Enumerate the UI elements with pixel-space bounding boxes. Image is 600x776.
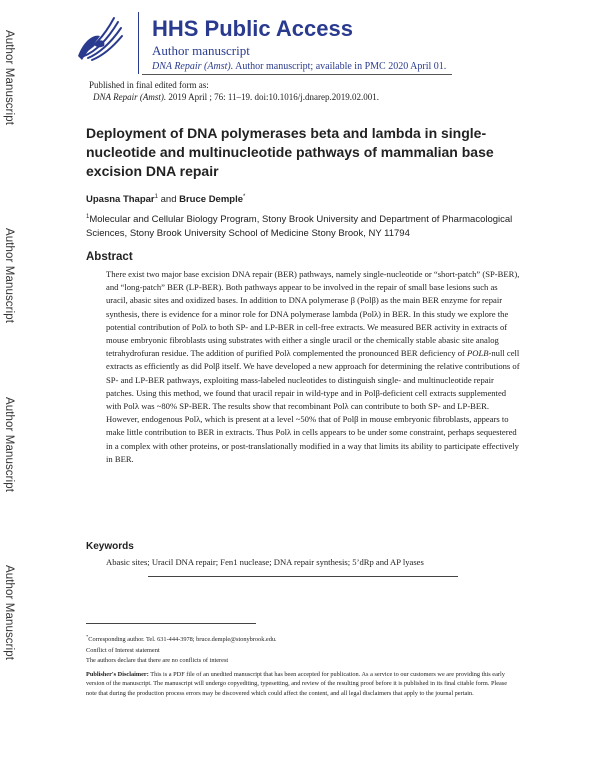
- author-name: Bruce Demple: [179, 194, 244, 206]
- conflict-heading: Conflict of Interest statement: [86, 647, 160, 654]
- affiliation: [86, 210, 516, 241]
- author-list: [86, 194, 245, 205]
- abstract-gene-name: POLB: [467, 348, 489, 359]
- hhs-header: [74, 10, 534, 72]
- disclaimer-label: Publisher's Disclaimer:: [86, 671, 149, 678]
- availability-note: [152, 61, 446, 72]
- abstract-paragraph: [106, 268, 520, 466]
- footnote-marker: *: [86, 634, 89, 639]
- header-divider: [138, 12, 139, 74]
- affiliation-text: Molecular and Cellular Biology Program, Stony Brook University and Department of Pharmacological Sciences, Stony Brook University School of Medicine Stony Brook, NY 11794: [86, 214, 513, 240]
- side-label-author-manuscript: Author Manuscript: [3, 30, 15, 126]
- publication-info: [89, 79, 379, 103]
- author-name: Upasna Thapar: [86, 194, 155, 206]
- journal-name: DNA Repair (Amst).: [152, 61, 234, 72]
- author-joiner: and: [160, 194, 177, 206]
- article-title: Deployment of DNA polymerases beta and lambda in single-nucleotide and multinucleotide pathways of mammalian base excision DNA repair: [86, 125, 494, 179]
- header-rule: [142, 74, 452, 75]
- corresponding-marker: *: [243, 194, 246, 200]
- citation-journal: DNA Repair (Amst).: [93, 92, 167, 102]
- citation-details: 2019 April ; 76: 11–19. doi:10.1016/j.dnarep.2019.02.001.: [168, 92, 379, 102]
- affiliation-marker: 1: [86, 214, 90, 220]
- abstract-heading: Abstract: [86, 251, 133, 263]
- availability-text: Author manuscript; available in PMC 2020 April 01.: [235, 61, 447, 72]
- side-label-author-manuscript: Author Manuscript: [3, 565, 15, 661]
- keywords-rule: [148, 576, 458, 577]
- disclaimer-text: This is a PDF file of an unedited manuscript that has been accepted for publication. As a service to our customers we are providing this early version of the manuscript. The manuscript will undergo copyediting, typesetting, and review of the resulting proof before it is published in its final citable form. Please note that during the production process errors may be discovered which could affect the content, and all legal disclaimers that apply to the journal pertain.: [86, 671, 508, 697]
- conflict-text: The authors declare that there are no conflicts of interest: [86, 657, 229, 664]
- side-label-author-manuscript: Author Manuscript: [3, 228, 15, 324]
- side-label-author-manuscript: Author Manuscript: [3, 397, 15, 493]
- hhs-title: HHS Public Access: [152, 16, 353, 41]
- author-manuscript-label: Author manuscript: [152, 43, 250, 58]
- corresponding-footnote: [86, 632, 516, 645]
- corresponding-text: Corresponding author. Tel. 631-444-3978; bruce.demple@stonybrook.edu.: [88, 636, 277, 644]
- published-label: Published in final edited form as:: [89, 80, 209, 90]
- publisher-disclaimer: [86, 670, 516, 698]
- side-margin: [0, 0, 14, 776]
- hhs-eagle-logo-icon: [74, 10, 126, 66]
- abstract-text-part1: There exist two major base excision DNA repair (BER) pathways, namely single-nucleotide or “short-patch” (SP-BER), and “long-patch” BER (LP-BER). Both pathways appear to be involved in the repair of small base lesions such as uracil, abasic sites and oxidized bases. In addition to DNA polymerase β (Polβ) as the main BER enzyme for repair synthesis, there is evidence for a minor role for DNA polymerase lambda (Polλ) in BER. In this study we explore the potential contribution of Polλ to both SP- and LP-BER in cell-free extracts. We measured BER activity in extracts of mouse embryonic fibroblasts using substrates with either a single uracil or the chemically stable abasic site analog tetrahydrofuran residue. The addition of purified Polλ complemented the pronounced BER deficiency of: [106, 269, 520, 359]
- author-affiliation-marker: 1: [154, 194, 158, 200]
- keywords-heading: Keywords: [86, 541, 134, 552]
- footnote-rule: [86, 623, 256, 624]
- abstract-text-part2: -null cell extracts as efficiently as did Polβ itself. We have developed a new approach for determining the relative contributions of SP- and LP-BER pathways, exploiting mass-labeled nucleotides to distinguish single- and multinucleotide repair patches. Using this method, we found that uracil repair in wild-type and in Polβ-deficient cell extracts supplemented with Polλ was ~80% SP-BER. The results show that recombinant Polλ can contribute to both SP- and LP-BER. However, endogenous Polλ, which is present at a level ~50% that of Polβ in mouse embryonic fibroblasts, appears to make little contribution to BER in extracts. Thus Polλ in cells appears to be under some constraint, perhaps sequestered in a complex with other proteins, or post-translationally modified in a way that limits its ability to participate effectively in BER.: [106, 348, 520, 464]
- citation: [89, 91, 379, 103]
- keywords-list: Abasic sites; Uracil DNA repair; Fen1 nuclease; DNA repair synthesis; 5’dRp and AP lyases: [106, 557, 424, 567]
- abstract-body: [106, 268, 520, 466]
